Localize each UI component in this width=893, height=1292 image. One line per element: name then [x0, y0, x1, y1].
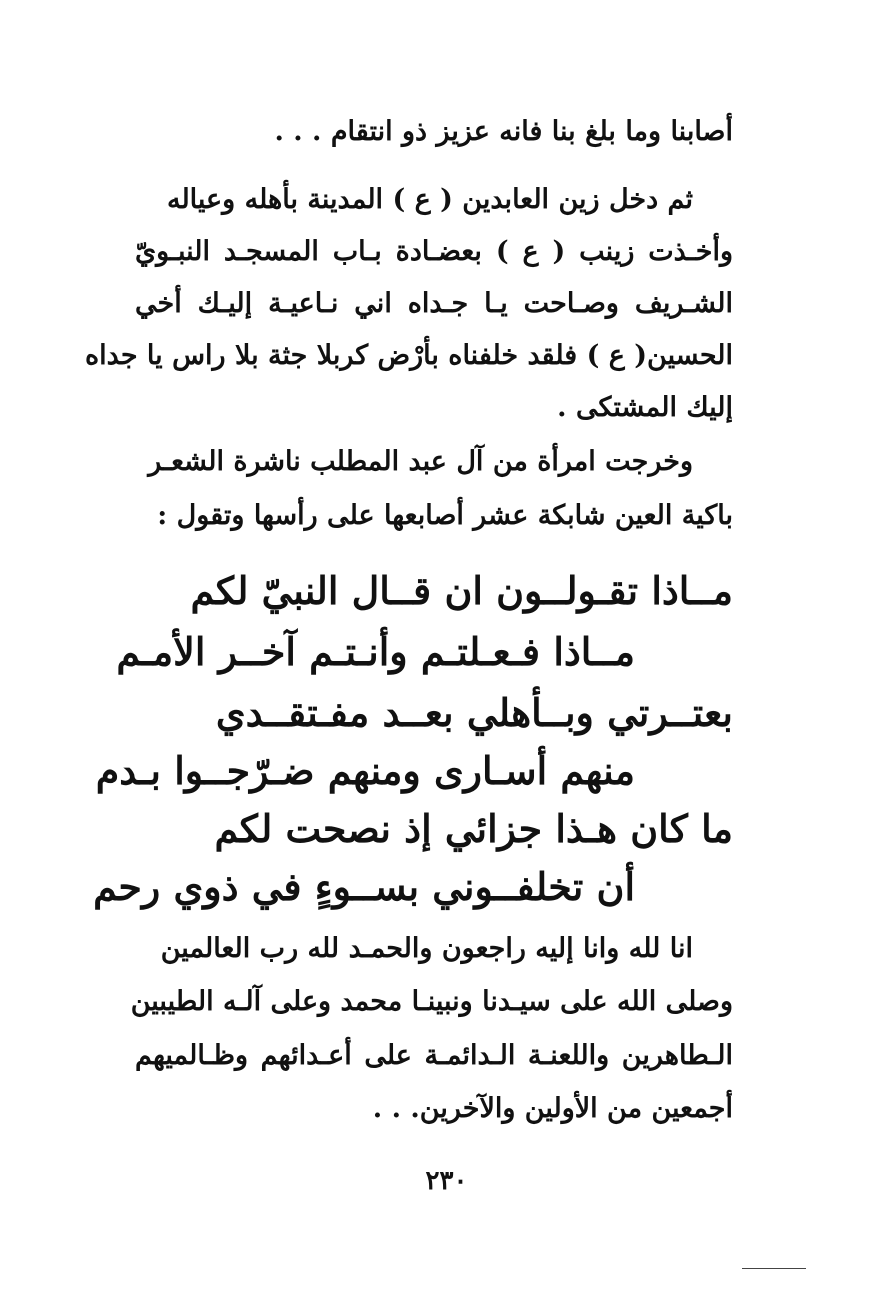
closing-line: أجمعين من الأولين والآخرين. . .	[372, 1093, 733, 1124]
poem-verse-second-half	[93, 864, 635, 909]
text-line: الحسين( ع ) فلقد خلفناه بأرْض كربلا جثة بلا راس يا جداه	[85, 340, 733, 371]
page-number: ٢٣٠	[425, 1166, 468, 1196]
poem-verse-text: مــاذا فـعـلتـم وأنـتـم آخــر الأمـم	[116, 629, 635, 674]
poem-verse-first-half: مــاذا تقـولــون ان قــال النبيّ لكم	[190, 568, 733, 613]
poem-verse-second-half	[95, 748, 635, 793]
closing-line: وصلى الله على سيـدنا ونبينـا محمد وعلى آلـه الطيبين	[130, 986, 733, 1017]
poem-verse-text: أن تخلفــوني بســوءٍ في ذوي رحم	[93, 864, 635, 909]
closing-line: الـطاهرين واللعنـة الـدائمـة على أعـدائهم وظـالميهم	[135, 1040, 733, 1071]
poem-verse-first-half: بعتــرتي وبــأهلي بعــد مفـتقــدي	[215, 690, 733, 735]
poem-verse-first-half: ما كان هـذا جزائي إذ نصحت لكم	[214, 806, 733, 851]
footer-rule	[742, 1268, 806, 1269]
text-line: الشـريف وصـاحت يـا جـداه اني نـاعيـة إليـك أخي	[135, 288, 733, 319]
text-line: باكية العين شابكة عشر أصابعها على رأسها وتقول :	[157, 500, 733, 531]
poem-verse-second-half	[116, 629, 635, 674]
text-line: إليك المشتكى .	[557, 392, 733, 423]
poem-verse-text: منهم أسـارى ومنهم ضـرّجــوا بـدم	[95, 748, 635, 793]
text-line: ثم دخل زين العابدين ( ع ) المدينة بأهله وعياله	[166, 184, 693, 215]
closing-line: انا لله وانا إليه راجعون والحمـد لله رب العالمين	[160, 933, 693, 964]
text-line: وخرجت امرأة من آل عبد المطلب ناشرة الشعـر	[148, 446, 693, 477]
text-line: وأخـذت زينب ( ع ) بعضـادة بـاب المسجـد النبـويّ	[135, 236, 733, 267]
text-line: أصابنا وما بلغ بنا فانه عزيز ذو انتقام . . .	[274, 116, 733, 147]
